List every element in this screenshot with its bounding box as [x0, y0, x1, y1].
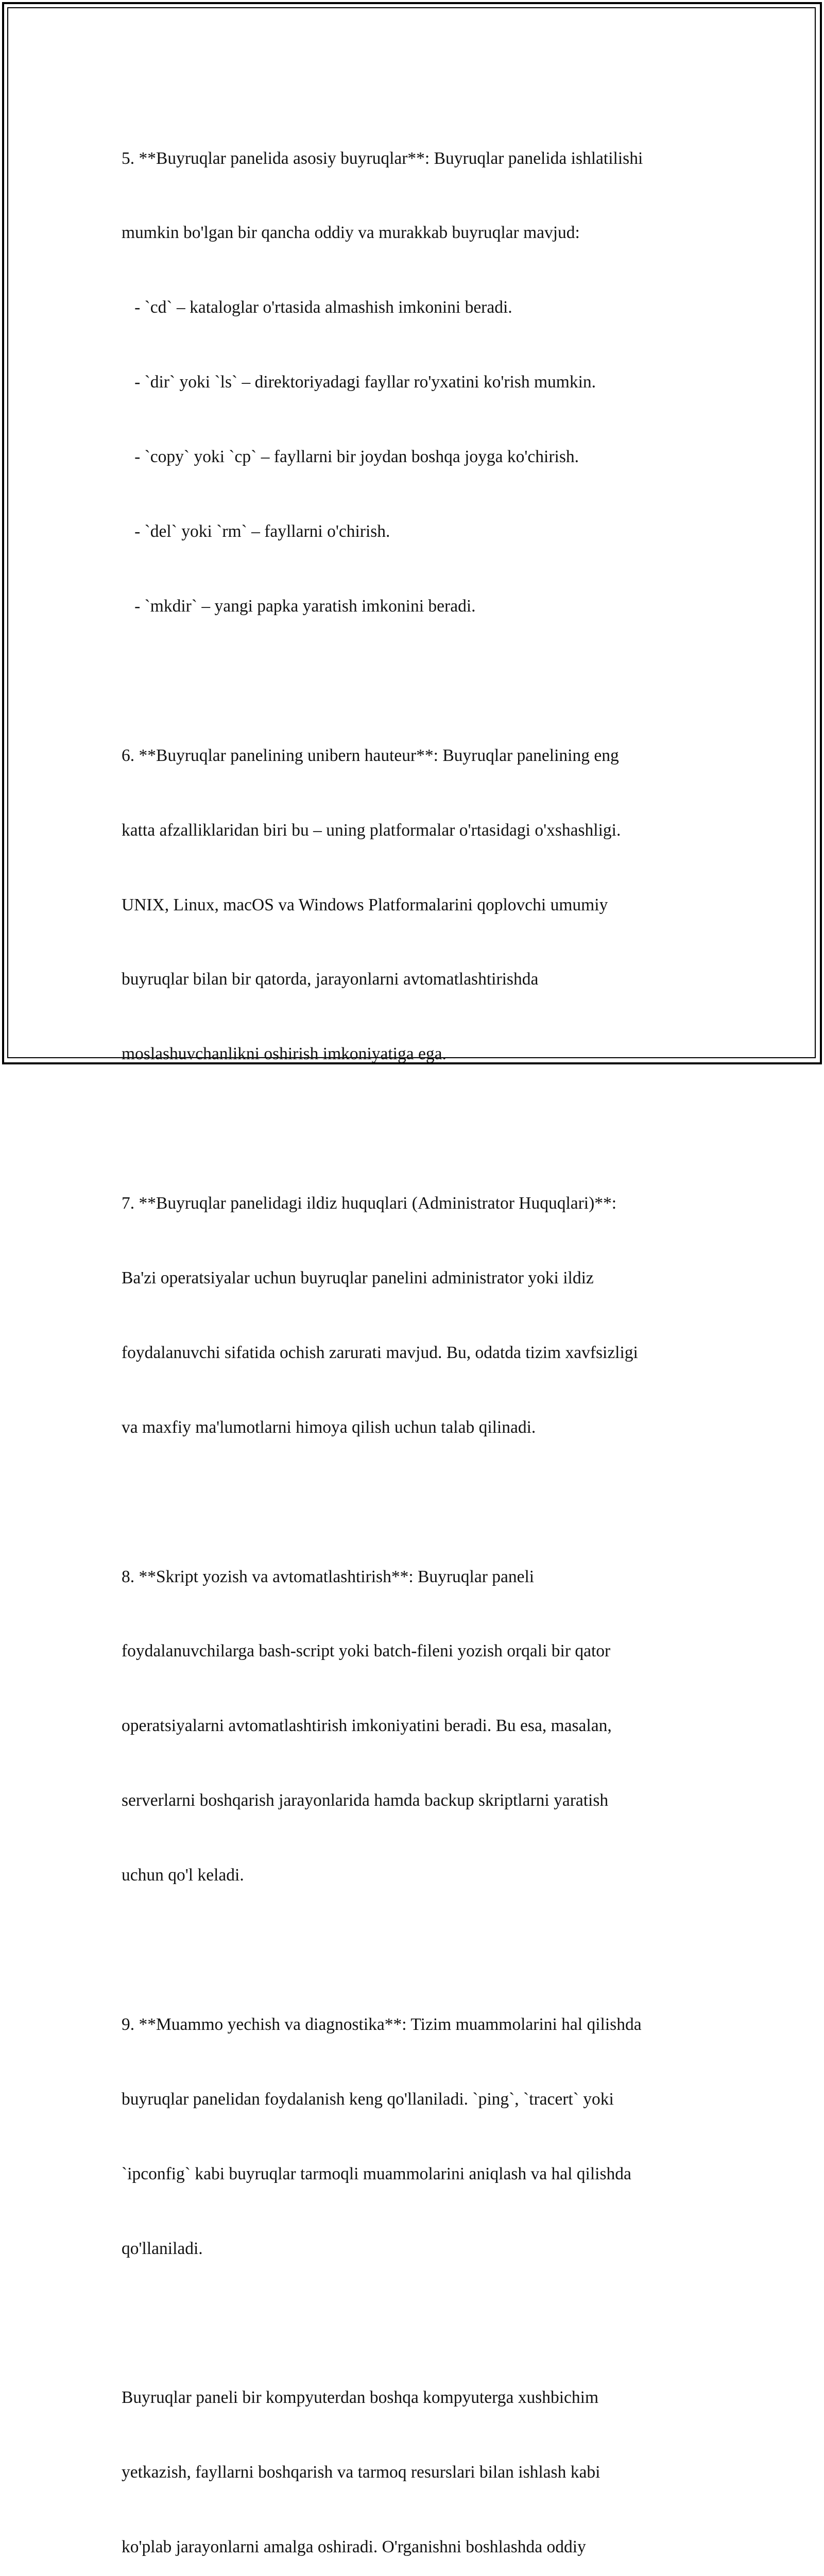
paragraph-admin-rights: [122, 1141, 729, 1489]
text-line: yetkazish, fayllarni boshqarish va tarmoq resurslari bilan ishlash kabi: [122, 2463, 600, 2482]
text-line: 6. **Buyruqlar panelining unibern hauteur**: Buyruqlar panelining eng: [122, 745, 619, 765]
paragraph-cross-platform: [122, 693, 729, 1116]
text-line: qo'llaniladi.: [122, 2239, 203, 2258]
paragraph-conclusion: [122, 2336, 729, 2576]
text-line: 7. **Buyruqlar panelidagi ildiz huquqlari (Administrator Huquqlari)**:: [122, 1194, 617, 1213]
text-line: 9. **Muammo yechish va diagnostika**: Tizim muammolarini hal qilishda: [122, 2014, 642, 2034]
text-line: UNIX, Linux, macOS va Windows Platformalarini qoplovchi umumiy: [122, 895, 608, 914]
text-line: 5. **Buyruqlar panelida asosiy buyruqlar**: Buyruqlar panelida ishlatilishi: [122, 148, 643, 168]
list-item: - `dir` yoki `ls` – direktoriyadagi fayllar ro'yxatini ko'rish mumkin.: [122, 372, 596, 392]
paragraph-commands-list: [122, 96, 729, 669]
text-line: va maxfiy ma'lumotlarni himoya qilish uchun talab qilinadi.: [122, 1417, 536, 1437]
text-line: moslashuvchanlikni oshirish imkoniyatiga ega.: [122, 1044, 447, 1064]
list-item: - `cd` – kataloglar o'rtasida almashish imkonini beradi.: [122, 298, 512, 317]
text-line: operatsiyalarni avtomatlashtirish imkoniyatini beradi. Bu esa, masalan,: [122, 1716, 612, 1736]
text-line: buyruqlar panelidan foydalanish keng qo'llaniladi. `ping`, `tracert` yoki: [122, 2089, 614, 2109]
text-line: `ipconfig` kabi buyruqlar tarmoqli muammolarini aniqlash va hal qilishda: [122, 2164, 631, 2183]
text-line: 8. **Skript yozish va avtomatlashtirish**: Buyruqlar paneli: [122, 1567, 535, 1586]
document-body: [122, 96, 729, 2576]
text-line: Ba'zi operatsiyalar uchun buyruqlar panelini administrator yoki ildiz: [122, 1268, 594, 1287]
text-line: Buyruqlar paneli bir kompyuterdan boshqa kompyuterga xushbichim: [122, 2388, 599, 2408]
text-line: buyruqlar bilan bir qatorda, jarayonlarni avtomatlashtirishda: [122, 970, 539, 989]
text-line: foydalanuvchilarga bash-script yoki batch-fileni yozish orqali bir qator: [122, 1641, 611, 1661]
text-line: ko'plab jarayonlarni amalga oshiradi. O'rganishni boshlashda oddiy: [122, 2537, 586, 2557]
text-line: serverlarni boshqarish jarayonlarida hamda backup skriptlarni yaratish: [122, 1791, 609, 1810]
paragraph-scripting: [122, 1515, 729, 1938]
text-line: foydalanuvchi sifatida ochish zarurati mavjud. Bu, odatda tizim xavfsizligi: [122, 1343, 638, 1362]
text-line: uchun qo'l keladi.: [122, 1866, 244, 1885]
text-line: mumkin bo'lgan bir qancha oddiy va murakkab buyruqlar mavjud:: [122, 223, 580, 243]
list-item: - `copy` yoki `cp` – fayllarni bir joydan boshqa joyga ko'chirish.: [122, 447, 579, 467]
text-line: katta afzalliklaridan biri bu – uning platformalar o'rtasidagi o'xshashligi.: [122, 820, 621, 840]
list-item: - `del` yoki `rm` – fayllarni o'chirish.: [122, 522, 390, 541]
list-item: - `mkdir` – yangi papka yaratish imkonini beradi.: [122, 596, 476, 616]
paragraph-diagnostics: [122, 1962, 729, 2311]
